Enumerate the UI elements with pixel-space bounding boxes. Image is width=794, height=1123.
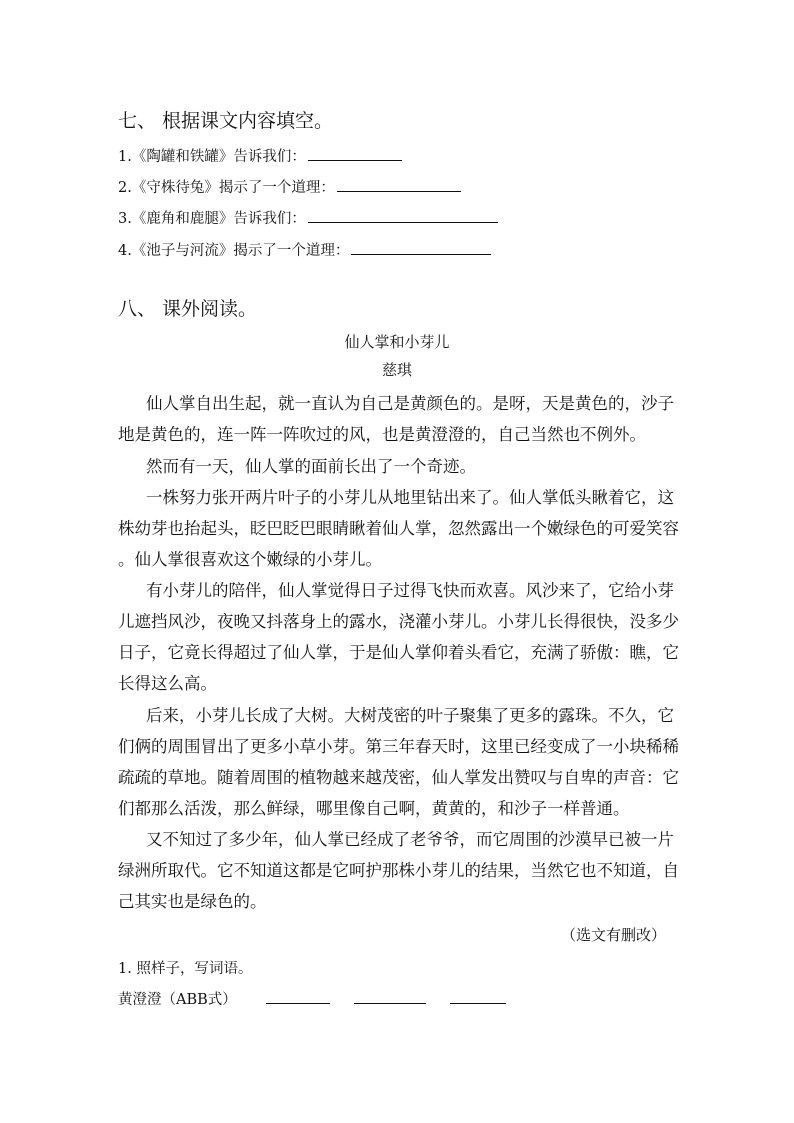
answer-blank[interactable] [450, 989, 506, 1004]
answer-blank[interactable] [351, 240, 491, 255]
fill-item-label: 2.《守株待兔》揭示了一个道理： [118, 180, 335, 196]
fill-item-4 [118, 239, 491, 260]
story-author: 慈琪 [381, 361, 412, 379]
section-8-heading: 八、 课外阅读。 [118, 298, 258, 320]
story-line: 。仙人掌很喜欢这个嫩绿的小芽儿。 [118, 550, 382, 569]
fill-item-label: 4.《池子与河流》揭示了一个道理： [118, 243, 350, 259]
answer-blank[interactable] [308, 208, 498, 223]
story-line: 己其实也是绿色的。 [118, 892, 267, 911]
answer-blank[interactable] [337, 177, 461, 192]
fill-item-label: 1.《陶罐和铁罐》告诉我们： [118, 149, 306, 165]
fill-item-label: 3.《鹿角和鹿腿》告诉我们： [118, 211, 306, 227]
story-line: 疏疏的草地。随着周围的植物越来越茂密，仙人掌发出赞叹与自卑的声音：它 [118, 768, 679, 787]
fill-item-1 [118, 145, 402, 166]
source-note: （选文有删改） [560, 926, 666, 944]
answer-blank[interactable] [354, 989, 426, 1004]
fill-item-2 [118, 176, 461, 197]
answer-blank[interactable] [266, 989, 330, 1004]
section-7-heading: 七、 根据课文内容填空。 [118, 110, 334, 132]
story-line: 日子，它竟长得超过了仙人掌，于是仙人掌仰着头看它，充满了骄傲：瞧，它 [118, 643, 679, 662]
story-line: 儿遮挡风沙，夜晚又抖落身上的露水，浇灌小芽儿。小芽儿长得很快，没多少 [118, 612, 679, 631]
story-line: 仙人掌自出生起，就一直认为自己是黄颜色的。是呀，天是黄色的，沙子 [146, 394, 674, 413]
story-title: 仙人掌和小芽儿 [344, 333, 450, 351]
story-line: 然而有一天，仙人掌的面前长出了一个奇迹。 [146, 457, 476, 476]
story-line: 们都那么活泼，那么鲜绿，哪里像自己啊，黄黄的，和沙子一样普通。 [118, 799, 630, 818]
story-line: 又不知过了多少年，仙人掌已经成了老爷爷，而它周围的沙漠早已被一片 [146, 830, 674, 849]
story-line: 们俩的周围冒出了更多小草小芽。第三年春天时，这里已经变成了一小块稀稀 [118, 737, 679, 756]
answer-blank[interactable] [308, 146, 402, 161]
story-line: 有小芽儿的陪伴，仙人掌觉得日子过得飞快而欢喜。风沙来了，它给小芽 [146, 581, 674, 600]
story-line: 地是黄色的，连一阵一阵吹过的风，也是黄澄澄的，自己当然也不例外。 [118, 425, 646, 444]
fill-item-3 [118, 207, 498, 228]
story-line: 长得这么高。 [118, 674, 217, 693]
question-1-example: 黄澄澄（ABB式） [118, 992, 237, 1008]
story-line: 株幼芽也抬起头，眨巴眨巴眼睛瞅着仙人掌，忽然露出一个嫩绿色的可爱笑容 [118, 519, 679, 538]
story-line: 后来，小芽儿长成了大树。大树茂密的叶子聚集了更多的露珠。不久，它 [146, 706, 674, 725]
story-line: 绿洲所取代。它不知道这都是它呵护那株小芽儿的结果，当然它也不知道，自 [118, 861, 679, 880]
story-line: 一株努力张开两片叶子的小芽儿从地里钻出来了。仙人掌低头瞅着它，这 [146, 488, 674, 507]
question-1: 1. 照样子，写词语。 [118, 961, 253, 977]
